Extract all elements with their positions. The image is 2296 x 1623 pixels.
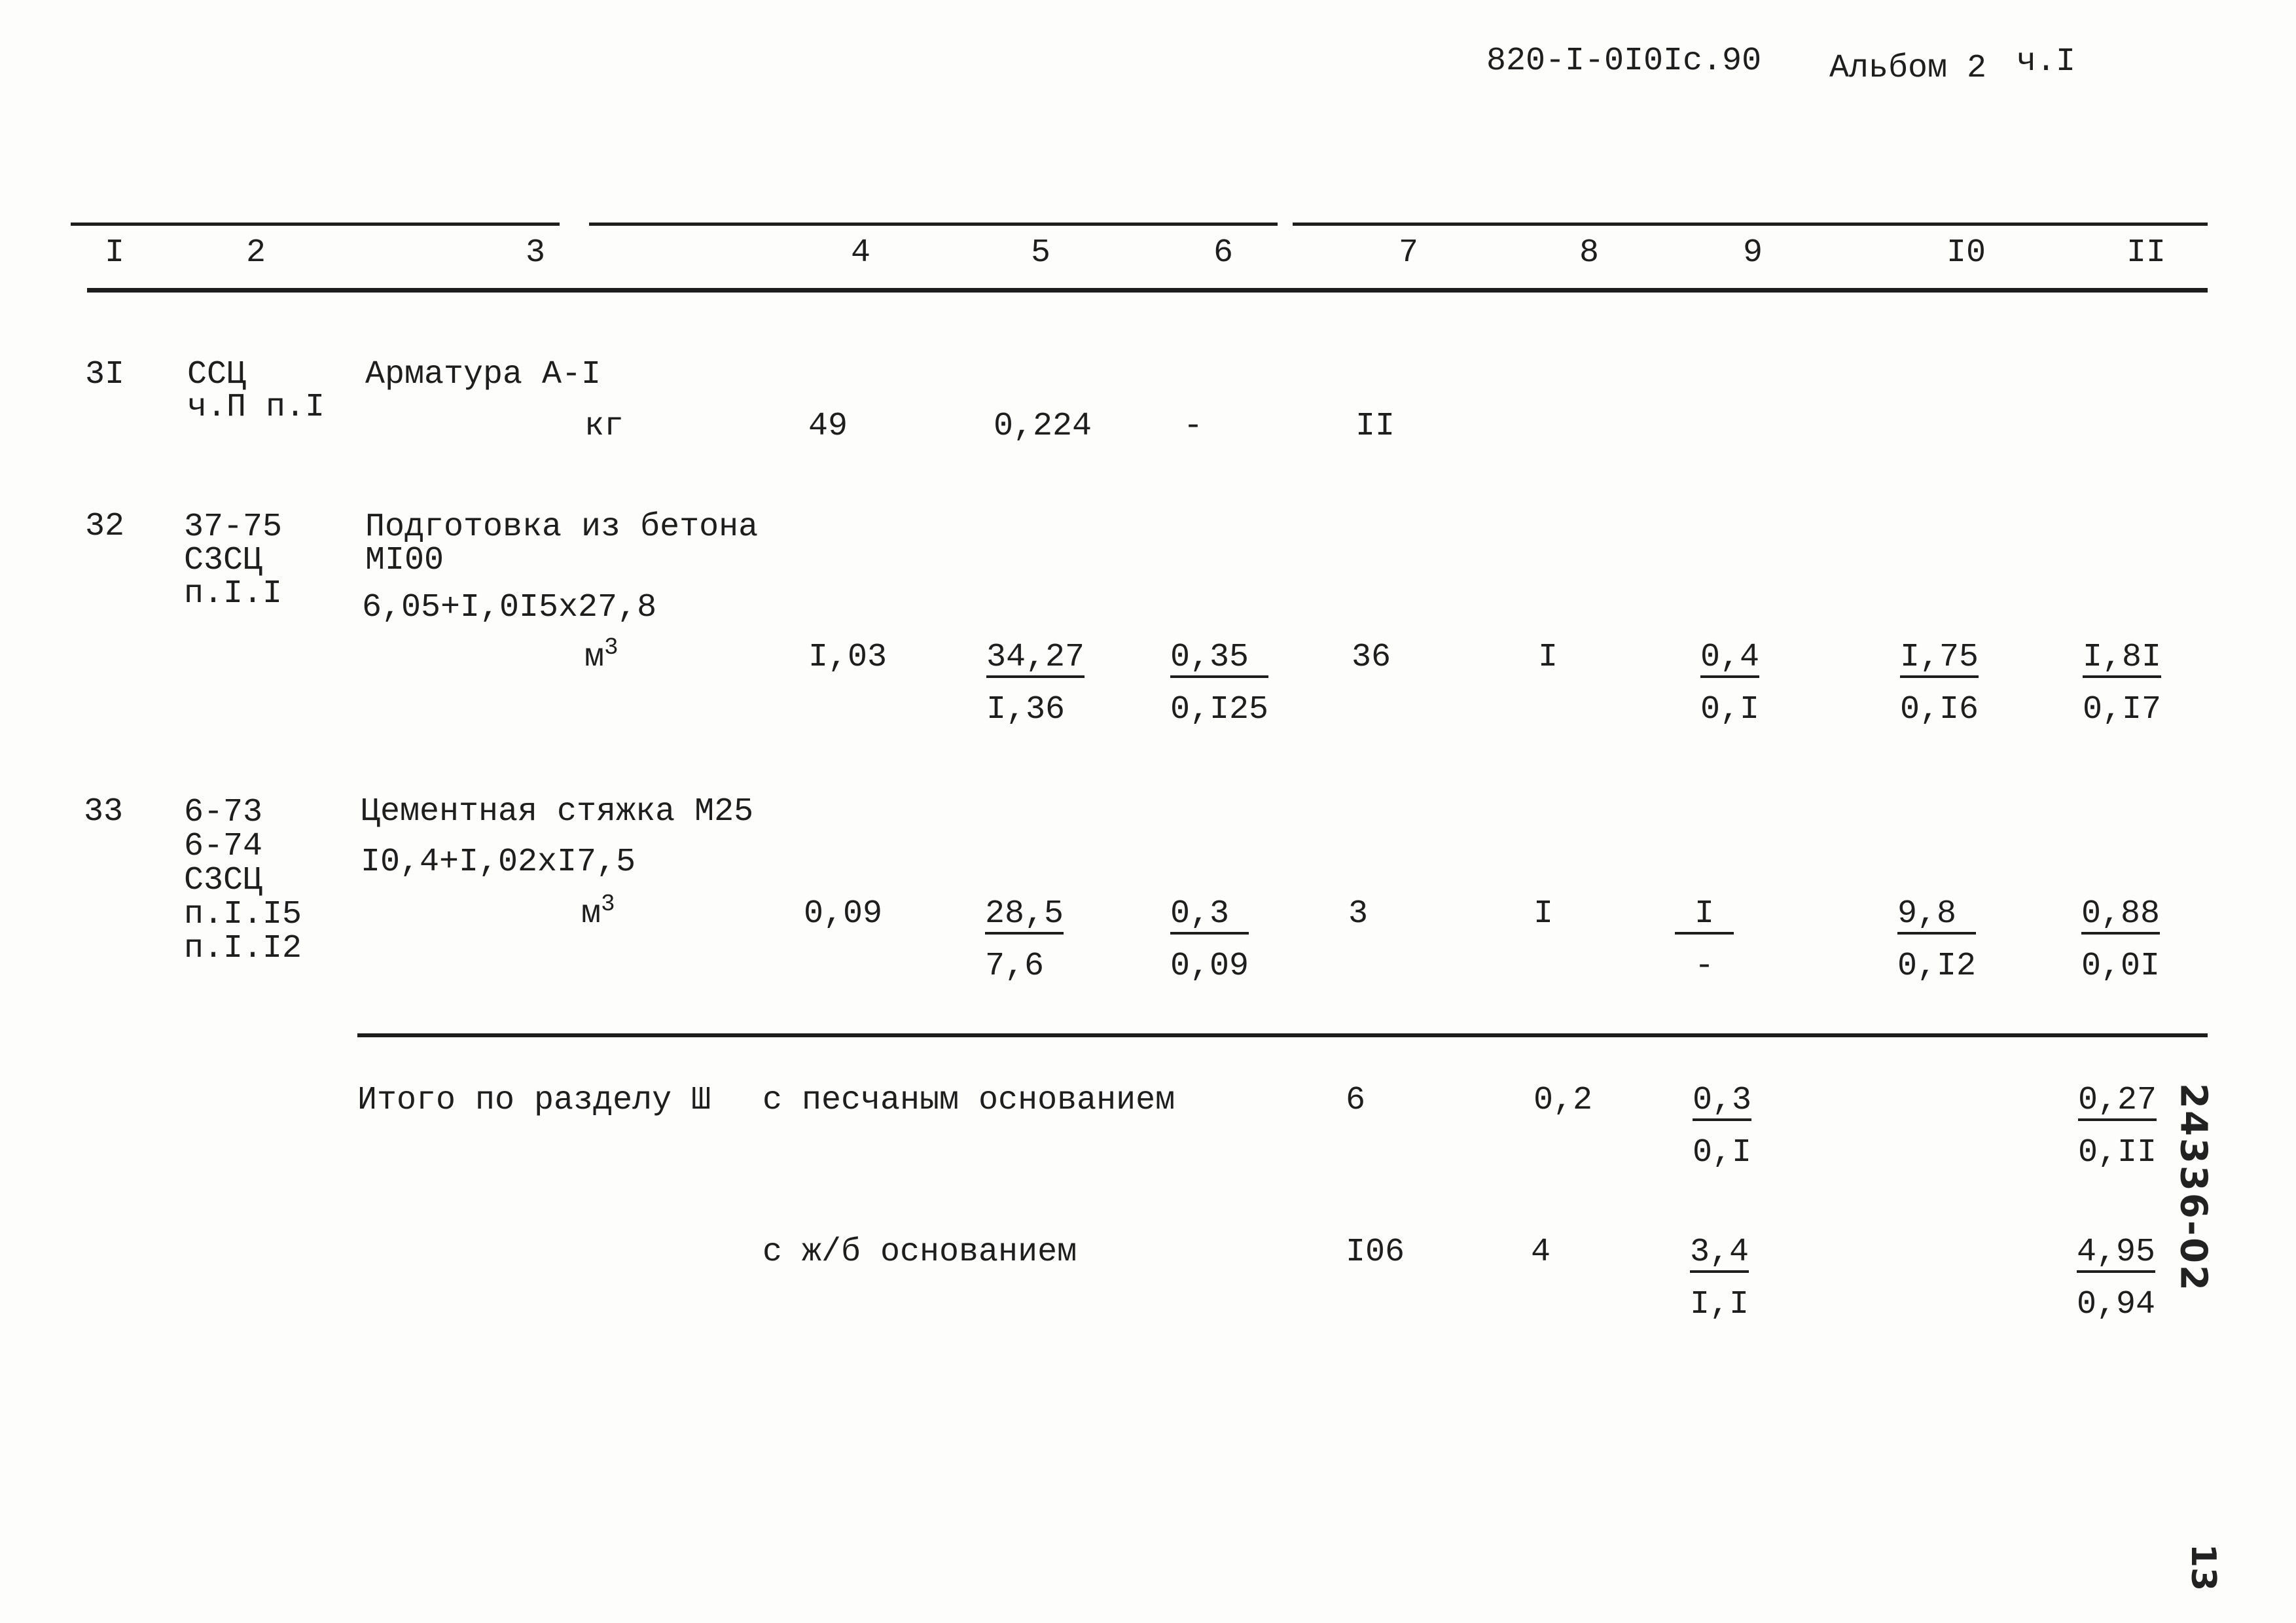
norm-reference: [187, 356, 325, 426]
fraction-denominator: 7,6: [985, 948, 1045, 985]
fraction-numerator: 28,5: [985, 898, 1064, 935]
norm-reference-line: С3СЦ: [184, 542, 263, 579]
unit: [584, 634, 619, 676]
fraction-col6: [1170, 895, 1249, 985]
fraction-numerator: 3,4: [1690, 1236, 1749, 1273]
fraction-col10: [1897, 895, 1977, 985]
fraction-numerator: 0,4: [1700, 641, 1759, 678]
totals-label: Итого по разделу Ш: [357, 1082, 711, 1119]
totals-fraction-col9: [1693, 1084, 1751, 1169]
fraction-col9: [1675, 895, 1734, 985]
work-name: Цементная стяжка М25: [361, 793, 754, 830]
value-col7: 3: [1348, 895, 1369, 933]
fraction-numerator: 0,3: [1170, 898, 1249, 935]
norm-reference-line: 6-74: [184, 828, 263, 865]
fraction-denominator: 0,09: [1170, 948, 1249, 985]
fraction-numerator: I: [1675, 898, 1734, 935]
norm-reference: [184, 510, 282, 611]
quantity-formula: I0,4+I,02xI7,5: [361, 844, 636, 881]
totals-basis: с ж/б основанием: [762, 1234, 1077, 1271]
column-number: 2: [245, 234, 266, 272]
work-name-line: МI00: [365, 542, 444, 579]
fraction-denominator: 0,II: [2078, 1134, 2157, 1171]
unit-base: м: [581, 895, 601, 933]
totals-basis: с песчаным основанием: [762, 1082, 1175, 1119]
norm-reference: [184, 796, 302, 966]
fraction-col9: [1700, 641, 1759, 726]
value-col8: I: [1534, 895, 1554, 933]
fraction-denominator: 0,I2: [1897, 948, 1977, 985]
fraction-numerator: 0,27: [2078, 1084, 2157, 1121]
document-code: 820-I-0I0Ic.90: [1486, 43, 1762, 80]
norm-reference-line: ч.П п.I: [187, 389, 325, 426]
norm-reference-line: п.I.I2: [184, 930, 302, 967]
fraction-numerator: 9,8: [1897, 898, 1976, 935]
fraction-denominator: -: [1694, 948, 1714, 985]
value-col5: 0,224: [994, 408, 1092, 445]
column-number: 4: [850, 234, 871, 272]
totals-fraction-col9: [1690, 1236, 1749, 1321]
column-number: 3: [525, 234, 546, 272]
work-name: [365, 510, 758, 577]
row-number: 3I: [85, 356, 125, 393]
totals-col8: 0,2: [1534, 1082, 1593, 1119]
fraction-col5: [986, 641, 1085, 726]
column-number: 6: [1213, 234, 1234, 272]
fraction-denominator: 0,I6: [1900, 691, 1979, 728]
fraction-numerator: 34,27: [986, 641, 1085, 678]
totals-col7: I06: [1346, 1234, 1405, 1271]
header-bottom-rule: [87, 288, 2208, 293]
top-rule-segment: [1293, 223, 2208, 226]
row-number: 32: [85, 508, 125, 545]
album-label: Альбом 2: [1829, 50, 1987, 87]
value-col7: II: [1355, 408, 1395, 445]
value-col6: -: [1183, 408, 1204, 445]
fraction-denominator: 0,0I: [2081, 948, 2161, 985]
fraction-numerator: 4,95: [2077, 1236, 2155, 1273]
totals-col8: 4: [1531, 1234, 1551, 1271]
fraction-numerator: 0,35: [1170, 641, 1268, 678]
work-name-line: Подготовка из бетона: [365, 508, 759, 546]
fraction-col6: [1170, 641, 1268, 726]
totals-fraction-col11: [2077, 1236, 2155, 1321]
fraction-denominator: I,I: [1690, 1286, 1749, 1323]
norm-reference-line: ССЦ: [187, 356, 247, 393]
totals-fraction-col11: [2078, 1084, 2157, 1169]
value-col4: I,03: [808, 639, 888, 676]
fraction-denominator: I,36: [986, 691, 1066, 728]
fraction-denominator: 0,I25: [1170, 691, 1269, 728]
norm-reference-line: п.I.I: [184, 575, 283, 613]
unit-exponent: 3: [601, 891, 615, 918]
value-col8: I: [1538, 639, 1558, 676]
top-rule-segment: [71, 223, 560, 226]
fraction-col11: [2081, 895, 2161, 985]
column-number: 9: [1742, 234, 1763, 272]
unit: [581, 891, 615, 933]
fraction-col5: [985, 895, 1064, 985]
unit: кг: [584, 408, 624, 445]
column-number: II: [2126, 234, 2166, 272]
norm-reference-line: С3СЦ: [184, 862, 263, 899]
column-number: I0: [1946, 234, 1986, 272]
fraction-denominator: 0,94: [2077, 1286, 2156, 1323]
fraction-numerator: 0,88: [2081, 898, 2160, 935]
part-label: ч.I: [2017, 43, 2076, 80]
column-number: 8: [1579, 234, 1600, 272]
totals-separator-rule: [357, 1033, 2208, 1037]
unit-exponent: 3: [604, 634, 619, 661]
value-col4: 0,09: [804, 895, 883, 933]
work-name: Арматура А-I: [365, 356, 601, 393]
row-number: 33: [84, 793, 124, 830]
fraction-col11: [2083, 641, 2161, 726]
column-number: I: [104, 234, 125, 272]
column-number: 7: [1398, 234, 1419, 272]
quantity-formula: 6,05+I,0I5x27,8: [362, 589, 657, 626]
column-number: 5: [1030, 234, 1051, 272]
norm-reference-line: 37-75: [184, 508, 283, 546]
fraction-denominator: 0,I7: [2083, 691, 2162, 728]
totals-col7: 6: [1346, 1082, 1366, 1119]
fraction-denominator: 0,I: [1700, 691, 1760, 728]
fraction-numerator: I,75: [1900, 641, 1979, 678]
norm-reference-line: п.I.I5: [184, 896, 302, 933]
top-rule-segment: [589, 223, 1278, 226]
fraction-numerator: 0,3: [1693, 1084, 1751, 1121]
value-col7: 36: [1352, 639, 1391, 676]
fraction-col10: [1900, 641, 1979, 726]
norm-reference-line: 6-73: [184, 794, 263, 831]
page-number: 13: [2183, 1543, 2223, 1592]
unit-base: м: [584, 639, 605, 676]
value-col4: 49: [808, 408, 848, 445]
fraction-numerator: I,8I: [2083, 641, 2161, 678]
inventory-stamp: 24336-02: [2172, 1083, 2215, 1293]
fraction-denominator: 0,I: [1693, 1134, 1752, 1171]
